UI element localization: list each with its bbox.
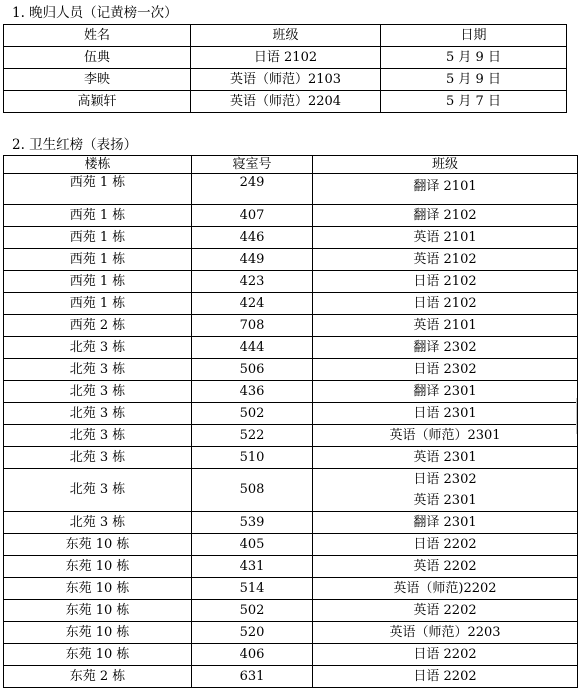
building-cell: 北苑 3 栋 [4,403,192,425]
room-cell: 406 [192,644,313,666]
class-cell [313,337,578,359]
class-name: 英语（师范）2301 [389,428,501,443]
class-name: 英语 2301 [413,450,477,465]
building-cell: 北苑 3 栋 [4,447,192,469]
class-name: 日语 2102 [413,296,477,311]
table-row [4,47,567,69]
room-cell: 631 [192,666,313,688]
late-return-table [3,24,567,113]
table-row [4,622,578,644]
building-cell: 西苑 1 栋 [4,293,192,315]
room-cell: 431 [192,556,313,578]
class-cell [313,666,578,688]
class-cell [313,227,578,249]
room-cell: 449 [192,249,313,271]
class-name: 英语（师范）2203 [389,625,501,640]
class-name: 日语 2202 [413,537,477,552]
class-cell [313,249,578,271]
building-cell: 东苑 10 栋 [4,600,192,622]
class-name: 英语 2202 [413,603,477,618]
table-row [4,205,578,227]
building-cell: 东苑 10 栋 [4,534,192,556]
name-cell: 李映 [4,69,191,91]
class-cell: 英语（师范）2103 [191,69,381,91]
building-cell: 北苑 3 栋 [4,512,192,534]
date-cell: 5 月 9 日 [381,47,567,69]
header-room: 寝室号 [192,156,313,174]
room-cell: 708 [192,315,313,337]
building-cell: 东苑 10 栋 [4,622,192,644]
class-cell [313,425,578,447]
building-cell: 北苑 3 栋 [4,359,192,381]
class-cell [313,469,578,512]
class-name: 英语 2301 [413,493,477,508]
class-cell [313,512,578,534]
class-cell [313,205,578,227]
class-cell [313,447,578,469]
class-cell [313,644,578,666]
building-cell: 东苑 10 栋 [4,578,192,600]
class-name: 英语 2101 [413,318,477,333]
building-cell: 西苑 1 栋 [4,174,192,205]
class-cell [313,534,578,556]
table-row [4,337,578,359]
building-cell: 东苑 10 栋 [4,644,192,666]
table-row [4,91,567,113]
class-cell [313,271,578,293]
table-row [4,469,578,512]
class-cell [313,578,578,600]
room-cell: 407 [192,205,313,227]
table-row [4,644,578,666]
table-header-row [4,25,567,47]
table-row [4,271,578,293]
room-cell: 405 [192,534,313,556]
room-cell: 502 [192,600,313,622]
room-cell: 520 [192,622,313,644]
date-cell: 5 月 9 日 [381,69,567,91]
name-cell: 高颖轩 [4,91,191,113]
table-row [4,578,578,600]
class-name: 日语 2202 [413,669,477,684]
header-building: 楼栋 [4,156,192,174]
header-name: 姓名 [4,25,191,47]
table-row [4,447,578,469]
class-name: 翻译 2101 [413,179,477,194]
building-cell: 北苑 3 栋 [4,425,192,447]
table-row [4,359,578,381]
class-name: 日语 2202 [413,647,477,662]
class-cell [313,381,578,403]
room-cell: 508 [192,469,313,512]
room-cell: 423 [192,271,313,293]
class-cell [313,315,578,337]
building-cell: 西苑 1 栋 [4,271,192,293]
class-name: 日语 2302 [413,472,477,487]
table-row [4,556,578,578]
room-cell: 436 [192,381,313,403]
class-name: 翻译 2301 [413,515,477,530]
room-cell: 506 [192,359,313,381]
class-cell [313,600,578,622]
class-name: 日语 2302 [413,362,477,377]
table-row [4,425,578,447]
class-cell: 英语（师范）2204 [191,91,381,113]
table-header-row [4,156,578,174]
class-name: 英语（师范)2202 [393,581,497,596]
table-row [4,293,578,315]
class-cell: 日语 2102 [191,47,381,69]
header-class: 班级 [191,25,381,47]
table-row [4,600,578,622]
header-class: 班级 [313,156,578,174]
table-row [4,381,578,403]
class-cell [313,556,578,578]
name-cell: 伍典 [4,47,191,69]
building-cell: 西苑 2 栋 [4,315,192,337]
class-name: 翻译 2302 [413,340,477,355]
building-cell: 北苑 3 栋 [4,381,192,403]
room-cell: 522 [192,425,313,447]
building-cell: 东苑 10 栋 [4,556,192,578]
class-name: 英语 2101 [413,230,477,245]
room-cell: 424 [192,293,313,315]
table-row [4,403,578,425]
room-cell: 510 [192,447,313,469]
class-name: 翻译 2102 [413,208,477,223]
table-row [4,512,578,534]
table-row [4,69,567,91]
class-name: 日语 2102 [413,274,477,289]
building-cell: 北苑 3 栋 [4,337,192,359]
table-row [4,249,578,271]
class-name: 英语 2102 [413,252,477,267]
table-row [4,174,578,205]
class-name: 日语 2301 [413,406,477,421]
date-cell: 5 月 7 日 [381,91,567,113]
room-cell: 444 [192,337,313,359]
class-cell [313,293,578,315]
building-cell: 西苑 1 栋 [4,205,192,227]
section-1-title: 1. 晚归人员（记黄榜一次） [12,5,178,21]
room-cell: 446 [192,227,313,249]
class-cell [313,403,578,425]
class-name: 翻译 2301 [413,384,477,399]
class-cell [313,359,578,381]
room-cell: 539 [192,512,313,534]
table-row [4,315,578,337]
class-name: 英语 2202 [413,559,477,574]
building-cell: 西苑 1 栋 [4,249,192,271]
class-cell [313,174,578,205]
building-cell: 东苑 2 栋 [4,666,192,688]
room-cell: 502 [192,403,313,425]
hygiene-honor-table [3,155,578,688]
class-cell [313,622,578,644]
header-date: 日期 [381,25,567,47]
table-row [4,666,578,688]
section-2-title: 2. 卫生红榜（表扬） [12,137,138,153]
table-row [4,227,578,249]
building-cell: 北苑 3 栋 [4,469,192,512]
page-edge-marker [576,398,580,434]
room-cell: 249 [192,174,313,205]
building-cell: 西苑 1 栋 [4,227,192,249]
table-row [4,534,578,556]
room-cell: 514 [192,578,313,600]
